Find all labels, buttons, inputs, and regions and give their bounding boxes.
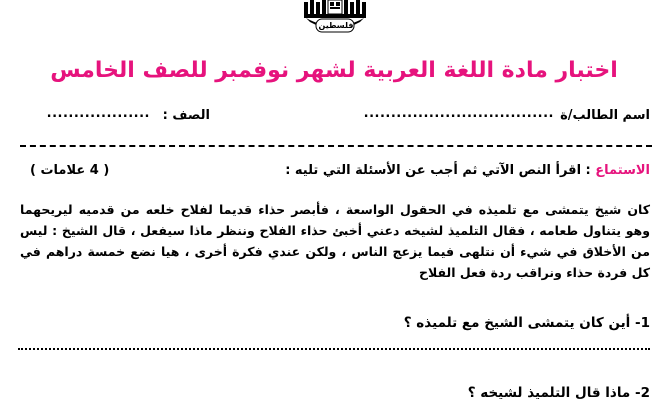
question-1: 1- أين كان يتمشى الشيخ مع تلميذه ؟ (403, 315, 650, 331)
student-info-row (30, 108, 650, 128)
exam-title: اختبار مادة اللغة العربية لشهر نوفمبر للصف الخامس (50, 58, 618, 83)
listening-instruction (285, 163, 650, 178)
student-name-field[interactable]: ................................... (363, 106, 554, 121)
instruction-text: : اقرأ النص الآتي ثم أجب عن الأسئلة التي تليه : (285, 163, 596, 178)
section-divider (20, 145, 652, 147)
class-label: الصف : (162, 108, 210, 123)
question-2: 2- ماذا قال التلميذ لشيخه ؟ (467, 385, 650, 401)
passage-text: كان شيخ يتمشى مع تلميذه في الحقول الواسعة ، فأبصر حذاء قديما لفلاح خلعه من قدميه ليريحهما وهو يتناول طعامه ، فقال التلميذ لشيخه دعني أخبئ حذاء الفلاح وننظر ماذا سيفعل ، قال الشيخ : ليس من الأخلاق في شيء أن نتلهى فيما يزعج الناس ، ولكن عندي فكرة أخرى ، هيا نضع خمسة دراهم في كل فردة حذاء ونراقب ردة فعل الفلاح (20, 202, 650, 280)
reading-passage (20, 199, 650, 283)
emblem-caption: فلسطين (318, 21, 354, 30)
palestine-emblem (290, 0, 380, 36)
class-field[interactable]: ................... (46, 106, 150, 121)
marks-label: ( 4 علامات ) (30, 163, 110, 178)
answer-line-1[interactable] (18, 348, 650, 350)
listening-label: الاستماع (595, 163, 650, 178)
student-name-label: اسم الطالب/ة (560, 108, 650, 123)
